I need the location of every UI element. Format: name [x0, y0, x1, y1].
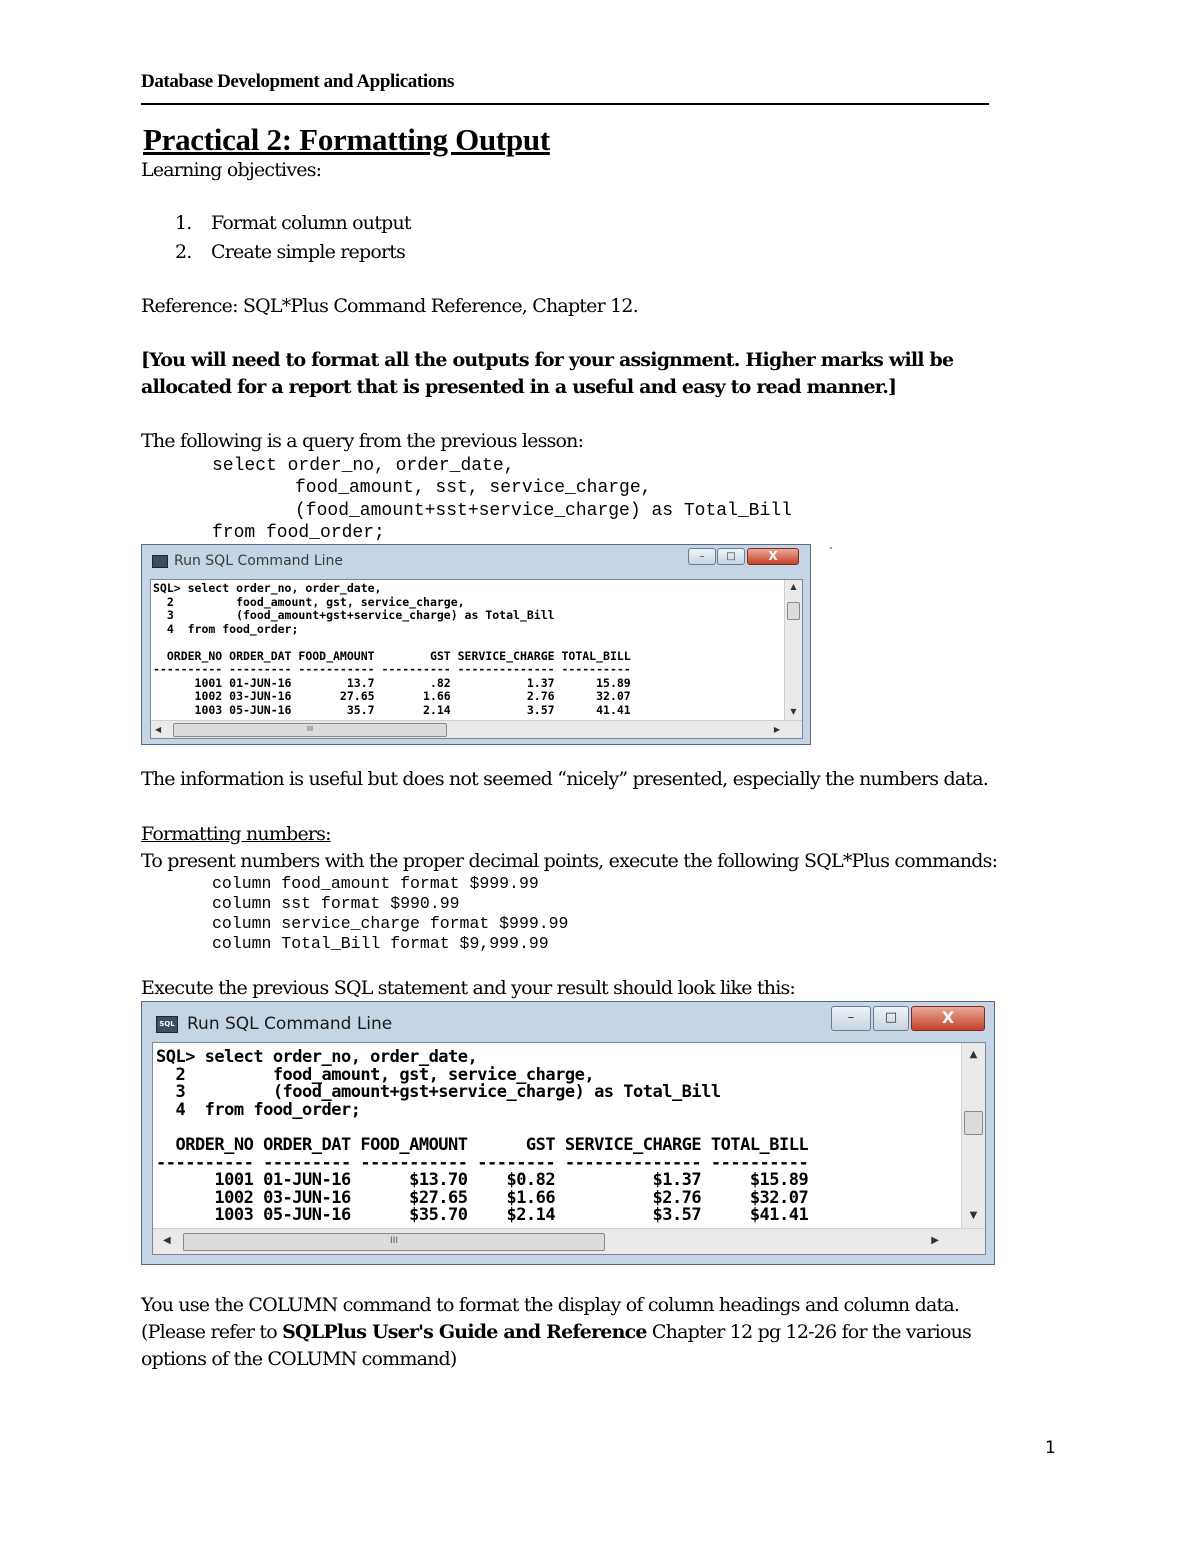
console-line: SQL> select order_no, order_date, [156, 1047, 478, 1067]
scroll-right-icon[interactable]: ▶ [773, 725, 780, 734]
assignment-note-line1: [You will need to format all the outputs for your assignment. Higher marks will be [141, 349, 954, 371]
scroll-up-icon[interactable]: ▲ [969, 1049, 978, 1060]
console-line: ORDER_NO ORDER_DAT FOOD_AMOUNT GST SERVICE_CHARGE TOTAL_BILL [153, 648, 631, 663]
close-button[interactable]: X [747, 548, 799, 565]
horizontal-scrollbar[interactable] [153, 1228, 985, 1254]
console-line: 1002 03-JUN-16 $27.65 $1.66 $2.76 $32.07 [156, 1187, 809, 1208]
format-command: column Total_Bill format $9,999.99 [212, 934, 549, 953]
close-button[interactable]: X [911, 1006, 985, 1031]
query-line-1: select order_no, order_date, [212, 456, 515, 476]
console-line: 4 from food_order; [156, 1099, 361, 1120]
header-rule [141, 103, 989, 105]
minimize-button[interactable]: – [831, 1006, 871, 1031]
console-line: 1003 05-JUN-16 $35.70 $2.14 $3.57 $41.41 [156, 1205, 809, 1226]
objectives-list [175, 212, 411, 270]
console-line [153, 636, 631, 650]
console-line: SQL> select order_no, order_date, [153, 581, 382, 595]
sql-icon: SQL [156, 1016, 178, 1033]
sql-console-window-before [141, 544, 811, 745]
closing-line-1: You use the COLUMN command to format the display of column headings and column data. [141, 1294, 960, 1316]
console-text [156, 1049, 808, 1225]
page-title: Practical 2: Formatting Output [143, 122, 550, 157]
window-title: Run SQL Command Line [187, 1014, 393, 1034]
list-item: 2. Create simple reports [175, 241, 406, 263]
comment-text: The information is useful but does not seemed “nicely” presented, especially the numbers data. [141, 768, 988, 790]
format-command: column food_amount format $999.99 [212, 874, 539, 893]
console-line: 1002 03-JUN-16 27.65 1.66 2.76 32.07 [153, 689, 631, 703]
scroll-thumb[interactable] [787, 602, 800, 620]
vertical-scrollbar[interactable] [784, 580, 802, 720]
objectives-label: Learning objectives: [141, 159, 322, 181]
scroll-left-icon[interactable]: ◀ [163, 1235, 171, 1246]
console-line: 3 (food_amount+gst+service_charge) as Total_Bill [153, 608, 555, 622]
console-line: 1001 01-JUN-16 $13.70 $0.82 $1.37 $15.89 [156, 1170, 809, 1191]
query-line-2: food_amount, sst, service_charge, [295, 478, 652, 498]
console-output[interactable] [150, 579, 803, 739]
sql-console-window-after [141, 1001, 995, 1265]
minimize-button[interactable]: – [688, 548, 716, 565]
vertical-scrollbar[interactable] [961, 1043, 985, 1229]
execute-intro: Execute the previous SQL statement and your result should look like this: [141, 977, 796, 999]
console-line: 2 food_amount, gst, service_charge, [153, 594, 465, 609]
console-line: 2 food_amount, gst, service_charge, [156, 1064, 595, 1085]
assignment-note-line2: allocated for a report that is presented in a useful and easy to read manner.] [141, 376, 897, 398]
scroll-down-icon[interactable]: ▼ [790, 707, 797, 716]
console-line: 4 from food_order; [153, 621, 299, 636]
format-command: column sst format $990.99 [212, 894, 460, 913]
query-line-3: (food_amount+sst+service_charge) as Total_Bill [295, 501, 792, 521]
window-titlebar[interactable] [142, 545, 810, 577]
window-title: Run SQL Command Line [174, 553, 344, 569]
console-line: 3 (food_amount+gst+service_charge) as Total_Bill [156, 1082, 721, 1103]
page-number: 1 [1045, 1438, 1056, 1458]
console-line: ---------- --------- ----------- ---------- -------------- ---------- [153, 662, 631, 676]
format-command: column service_charge format $999.99 [212, 914, 569, 933]
maximize-button[interactable]: □ [717, 548, 745, 565]
guide-reference: SQLPlus User's Guide and Reference [282, 1321, 647, 1343]
closing-line-3: options of the COLUMN command) [141, 1348, 457, 1370]
horizontal-scroll-thumb[interactable]: III [173, 723, 447, 737]
sql-icon [152, 555, 168, 568]
scroll-down-icon[interactable]: ▼ [969, 1210, 978, 1221]
maximize-button[interactable]: □ [873, 1006, 909, 1031]
reference-text: Reference: SQL*Plus Command Reference, Chapter 12. [141, 295, 638, 317]
scroll-up-icon[interactable]: ▲ [790, 582, 797, 591]
document-header: Database Development and Applications [141, 71, 454, 92]
console-text [153, 582, 631, 717]
list-item: 1. Format column output [175, 212, 411, 234]
query-intro: The following is a query from the previous lesson: [141, 430, 584, 452]
scroll-right-icon[interactable]: ▶ [931, 1235, 939, 1246]
formatting-intro: To present numbers with the proper decimal points, execute the following SQL*Plus commands: [141, 850, 998, 872]
console-line: ORDER_NO ORDER_DAT FOOD_AMOUNT GST SERVICE_CHARGE TOTAL_BILL [156, 1134, 809, 1155]
query-line-4: from food_order; [212, 523, 385, 543]
formatting-heading: Formatting numbers: [141, 823, 331, 845]
scroll-thumb[interactable] [964, 1111, 983, 1135]
console-output[interactable] [152, 1042, 986, 1255]
scroll-left-icon[interactable]: ◀ [155, 725, 162, 734]
horizontal-scrollbar[interactable] [151, 720, 802, 738]
console-line: 1001 01-JUN-16 13.7 .82 1.37 15.89 [153, 675, 631, 690]
closing-line-2: (Please refer to SQLPlus User's Guide and Reference Chapter 12 pg 12-26 for the various [141, 1321, 971, 1343]
console-line: ---------- --------- ----------- -------- -------------- ---------- [156, 1152, 809, 1173]
window-titlebar[interactable] [142, 1002, 994, 1040]
horizontal-scroll-thumb[interactable]: III [183, 1233, 605, 1251]
console-line: 1003 05-JUN-16 35.7 2.14 3.57 41.41 [153, 702, 631, 717]
